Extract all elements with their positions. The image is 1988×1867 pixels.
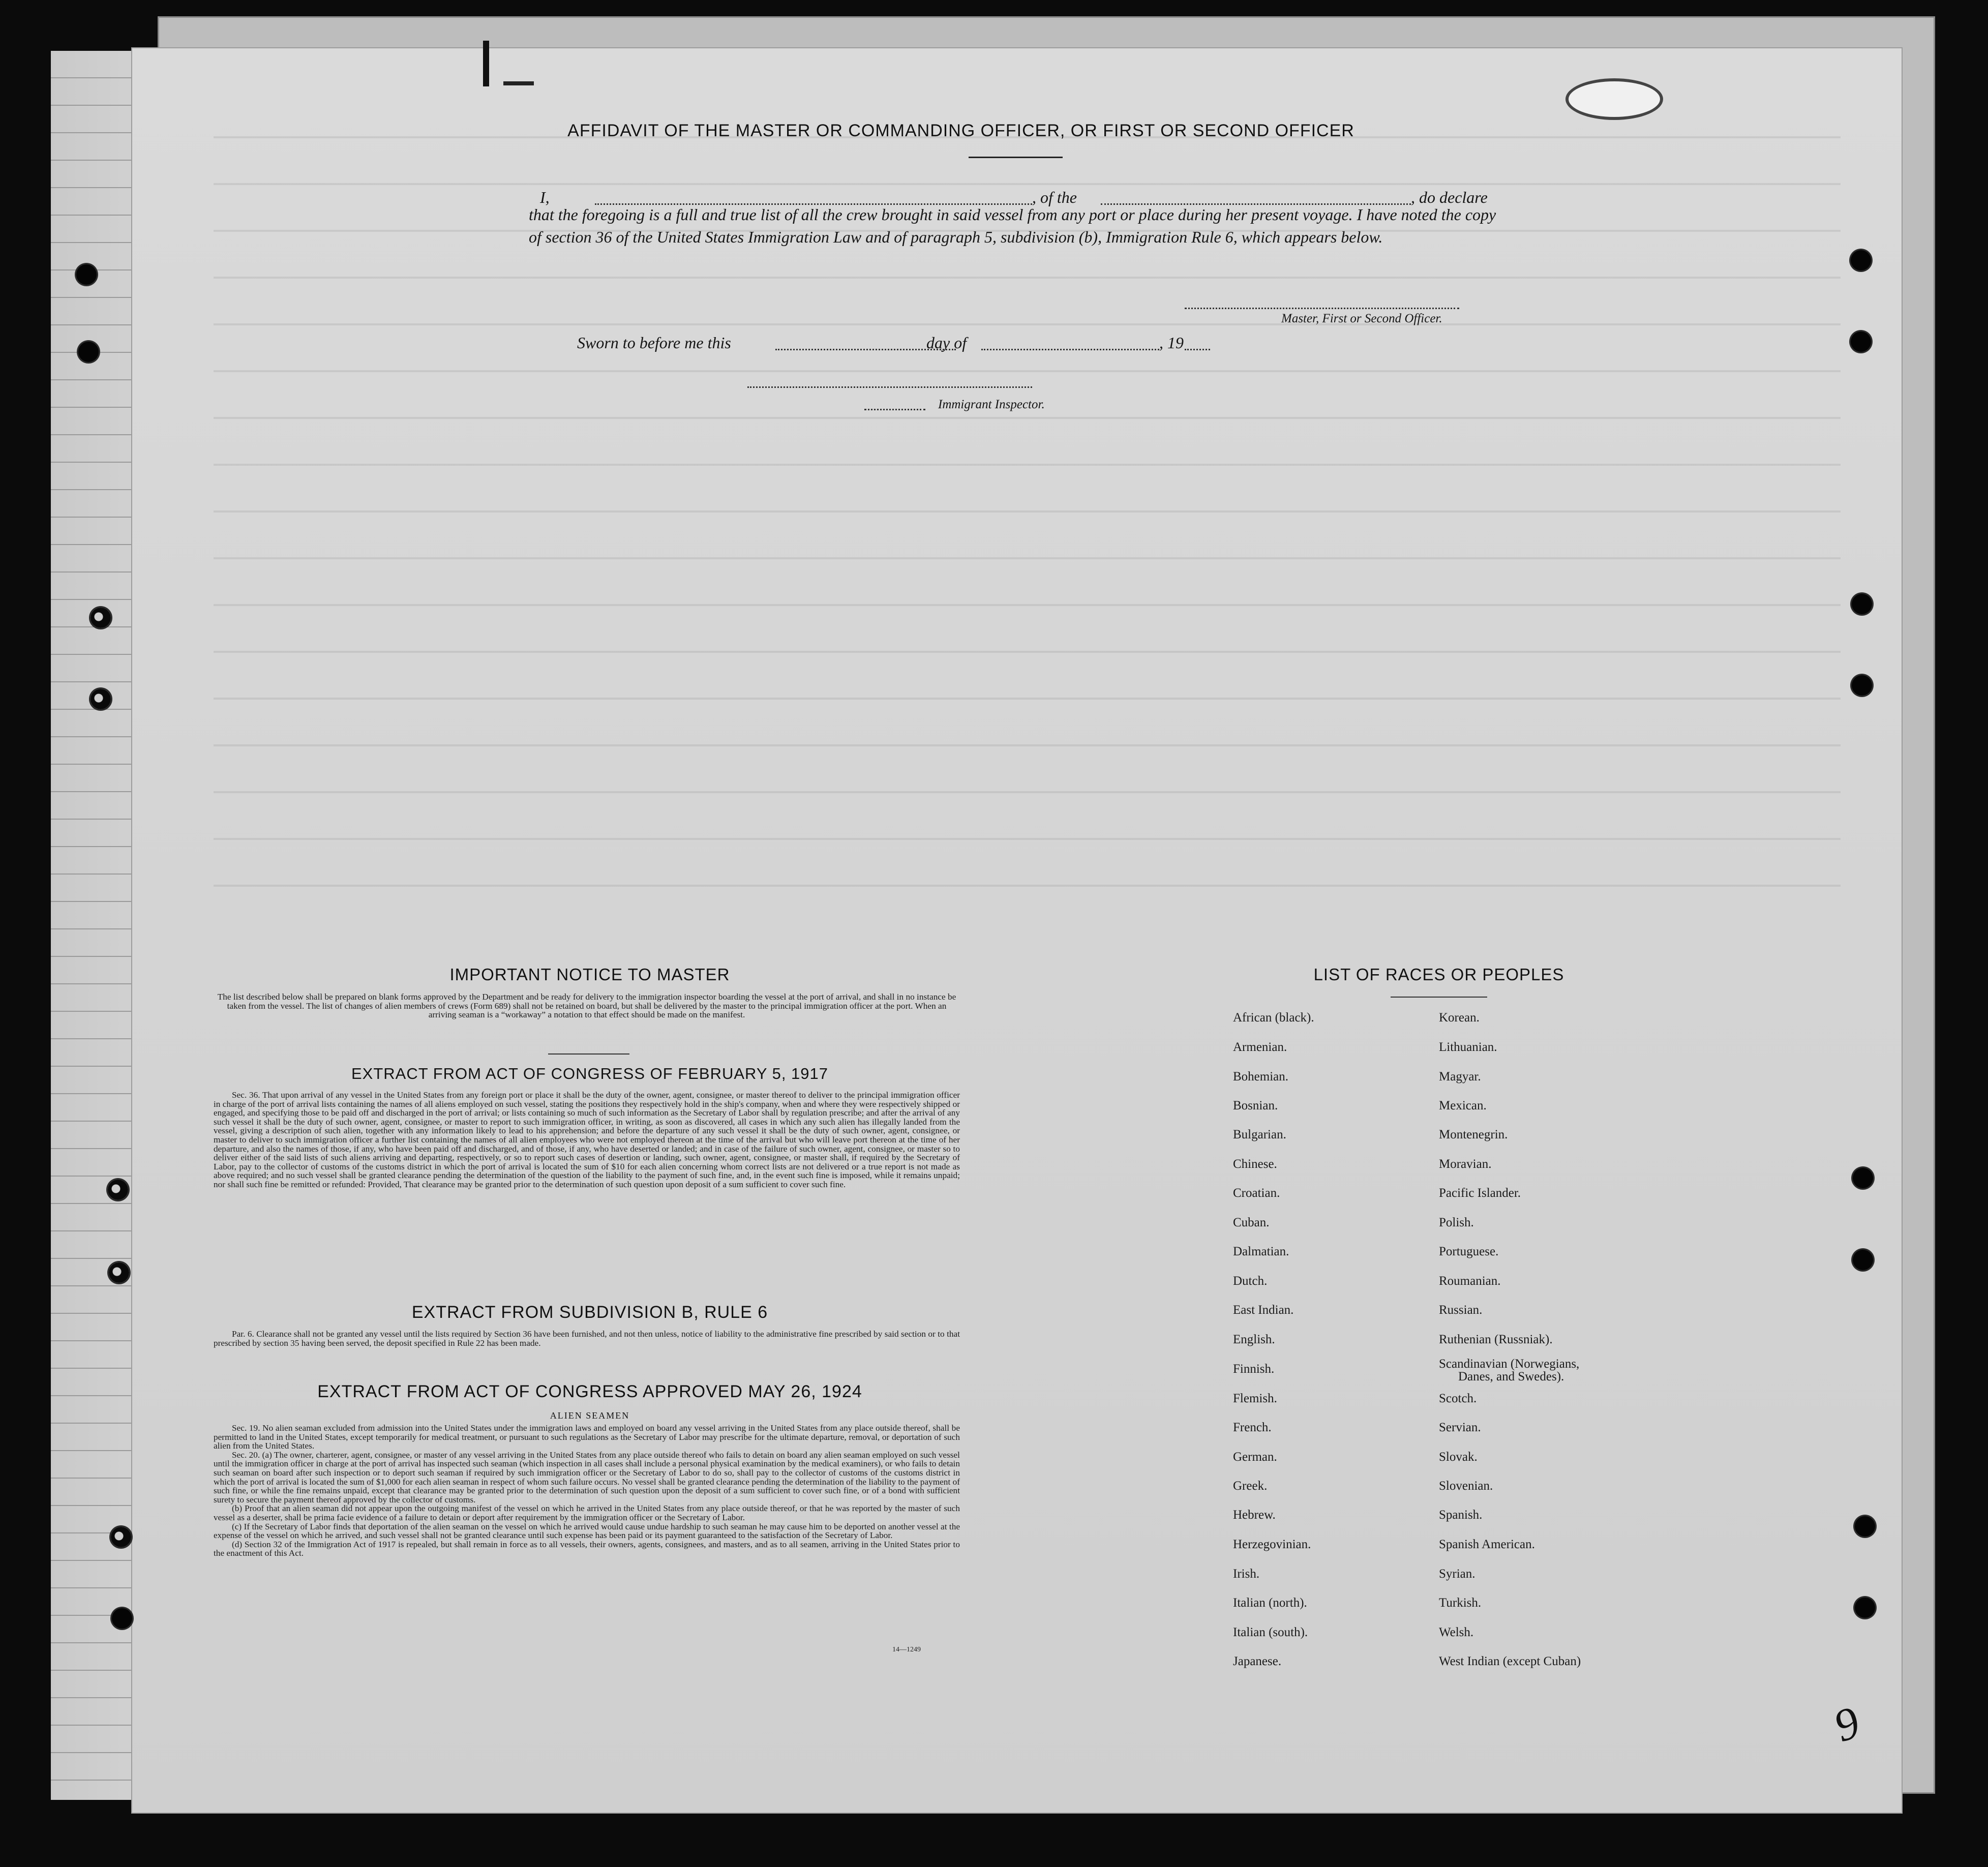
race-item: Armenian. — [1233, 1040, 1287, 1054]
race-item: Roumanian. — [1439, 1274, 1501, 1288]
extract-rule6-paragraph: Par. 6. Clearance shall not be granted any vessel until the lists required by Section 36 have been furnished, and not then unless, notice of liability to the administrative fine prescribed by said section or to that prescribed by section 35 having been served, the deposit specified in Rule 22 has been made. — [214, 1329, 960, 1348]
inspector-blank-short — [864, 409, 925, 410]
race-item: Lithuanian. — [1439, 1040, 1497, 1054]
punch-hole — [1852, 594, 1872, 614]
extract-rule6-title: EXTRACT FROM SUBDIVISION B, RULE 6 — [411, 1303, 768, 1322]
sec-19-paragraph: Sec. 19. No alien seaman excluded from admission into the United States under the immigration laws and employed on board any vessel arriving in the United States from any place outside thereof, shall be permitted to land in the United States, except temporarily for medical treatment, or pursuant to such regulations as the Secretary of Labor may prescribe for the ultimate departure, removal, or deportation of such alien from the United States. — [214, 1423, 960, 1451]
of-the-label: , of the — [1032, 188, 1077, 206]
sec-20a-paragraph: Sec. 20. (a) The owner, charterer, agent, consignee, or master of any vessel arriving in the United States from any place outside thereof who fails to detain on board any alien seaman employed on such vessel until the immigration officer in charge at the port of arrival has inspected such seaman (which inspection in all cases shall include a personal physical examination by the medical examiners), or who fails to detain such seaman on board after such inspection or to deport such seaman if required by such immigration officer or the Secretary of Labor to do so, shall pay to the collector of customs of the customs district in which the port of arrival is located the sum of $1,000 for each alien seaman in respect of whom such failure occurs. No vessel shall be granted clearance pending the determination of the liability to the payment of such fine, or while the fine remains unpaid, except that clearance may be granted prior to the determination of such question upon the deposit of a sum sufficient to cover such fine, or of a bond with sufficient surety to secure the payment thereof approved by the collector of customs. — [214, 1450, 960, 1504]
extract-1924-title: EXTRACT FROM ACT OF CONGRESS APPROVED MAY 26, 1924 — [317, 1382, 862, 1401]
punch-hole — [111, 1527, 131, 1547]
ink-mark — [483, 41, 505, 86]
do-declare-label: , do declare — [1411, 188, 1488, 206]
divider — [548, 1053, 629, 1055]
race-item: Ruthenian (Russniak). — [1439, 1333, 1553, 1346]
race-item: Russian. — [1439, 1303, 1483, 1317]
punch-hole — [112, 1608, 132, 1629]
punch-hole — [1851, 250, 1871, 270]
race-item: Moravian. — [1439, 1157, 1492, 1171]
notice-text — [214, 992, 960, 1019]
sworn-month-blank[interactable] — [981, 349, 1159, 350]
year-label: , 19 — [1159, 334, 1184, 352]
handwritten-page-mark: 9 — [1827, 1697, 1866, 1752]
race-item: Korean. — [1439, 1011, 1480, 1025]
race-item: Irish. — [1233, 1567, 1260, 1581]
race-item: English. — [1233, 1333, 1275, 1346]
race-item: Syrian. — [1439, 1567, 1475, 1581]
inspector-caption: Immigrant Inspector. — [938, 398, 1045, 411]
punch-hole — [1851, 332, 1871, 352]
race-item: Portuguese. — [1439, 1245, 1499, 1258]
races-title: LIST OF RACES OR PEOPLES — [1313, 965, 1564, 984]
punch-hole — [1852, 675, 1872, 696]
form-number: 14—1249 — [892, 1646, 921, 1653]
race-item: African (black). — [1233, 1011, 1314, 1025]
title-underline — [969, 157, 1063, 158]
race-item: Italian (south). — [1233, 1625, 1308, 1639]
race-item: Dutch. — [1233, 1274, 1268, 1288]
race-item: Chinese. — [1233, 1157, 1277, 1171]
race-item: Turkish. — [1439, 1596, 1482, 1610]
punch-hole — [1853, 1250, 1873, 1270]
punch-hole — [108, 1180, 128, 1200]
race-item: Flemish. — [1233, 1392, 1277, 1405]
inspector-signature-blank[interactable] — [747, 386, 1032, 388]
race-item: Scotch. — [1439, 1392, 1477, 1405]
race-item: Greek. — [1233, 1479, 1268, 1493]
race-item: Scandinavian (Norwegians, — [1439, 1357, 1580, 1371]
paper-tear — [1569, 81, 1660, 117]
race-item: Welsh. — [1439, 1625, 1474, 1639]
punch-hole — [76, 264, 97, 285]
sworn-label: Sworn to before me this — [577, 334, 731, 352]
ink-mark — [503, 81, 534, 85]
notice-paragraph: The list described below shall be prepared on blank forms approved by the Department and be ready for delivery to the immigration inspector boarding the vessel at the port of arrival, and shall in no instance be taken from the vessel. The list of changes of alien members of crews (Form 689) shall not be retained on board, but shall be delivered by the master to the principal immigration officer at the port. When an arriving seaman is a “workaway” a notation to that effect should be made on the manifest. — [217, 992, 956, 1020]
race-item: West Indian (except Cuban) — [1439, 1654, 1581, 1668]
race-item: Dalmatian. — [1233, 1245, 1289, 1258]
race-item: Spanish American. — [1439, 1538, 1535, 1551]
extract-1924-text — [214, 1424, 960, 1558]
race-item: Servian. — [1439, 1421, 1481, 1434]
punch-hole — [91, 689, 111, 709]
race-item: Hebrew. — [1233, 1508, 1276, 1522]
notice-title: IMPORTANT NOTICE TO MASTER — [449, 965, 730, 984]
extract-1917-text — [214, 1091, 960, 1189]
race-item: Croatian. — [1233, 1186, 1280, 1200]
declaration-text: that the foregoing is a full and true list of all the crew brought in said vessel from any port or place during her present voyage. I have noted the copy of section 36 of the United States Immigration Law and of paragraph 5, subdivision (b), Immigration Rule 6, which appears below. — [529, 205, 1496, 246]
race-item: Bosnian. — [1233, 1099, 1278, 1112]
race-item: Cuban. — [1233, 1216, 1270, 1229]
punch-hole — [1853, 1168, 1873, 1188]
punch-hole — [1855, 1598, 1875, 1618]
punch-hole — [78, 342, 99, 362]
race-item: Spanish. — [1439, 1508, 1483, 1522]
race-item-continued: Danes, and Swedes). — [1458, 1370, 1564, 1383]
punch-hole — [91, 608, 111, 628]
punch-hole — [109, 1262, 129, 1283]
race-item: Polish. — [1439, 1216, 1474, 1229]
race-item: Italian (north). — [1233, 1596, 1307, 1610]
race-item: German. — [1233, 1450, 1277, 1464]
extract-1917-title: EXTRACT FROM ACT OF CONGRESS OF FEBRUARY 5, 1917 — [351, 1065, 829, 1082]
sec-20b-paragraph: (b) Proof that an alien seaman did not appear upon the outgoing manifest of the vessel on which he arrived in the United States from any place outside thereof, or that he was reported by the master of such vessel as a deserter, shall be prima facie evidence of a failure to detain or deport after requirement by the immigration officer or the Secretary of Labor. — [214, 1503, 960, 1522]
race-item: Herzegovinian. — [1233, 1538, 1311, 1551]
race-item: French. — [1233, 1421, 1272, 1434]
race-item: Montenegrin. — [1439, 1128, 1508, 1141]
race-item: Pacific Islander. — [1439, 1186, 1521, 1200]
race-item: Slovak. — [1439, 1450, 1478, 1464]
affidavit-title: AFFIDAVIT OF THE MASTER OR COMMANDING OFFICER, OR FIRST OR SECOND OFFICER — [567, 121, 1354, 140]
extract-rule6-text — [214, 1330, 960, 1347]
race-item: Bulgarian. — [1233, 1128, 1286, 1141]
race-item: East Indian. — [1233, 1303, 1294, 1317]
extract-1917-paragraph: Sec. 36. That upon arrival of any vessel in the United States from any foreign port or place it shall be the duty of the owner, agent, consignee, or master thereof to deliver to the principal immigration officer in charge of the port of arrival lists containing the names of all aliens employed on such vessel, stating the positions they respectively hold in the ship's company, when and where they were respectively shipped or engaged, and specifying those to be paid off and discharged in the port of arrival; or lists containing so much of such information as the Secretary of Labor shall by regulation prescribe; and after the arrival of any such vessel it shall be the duty of such owner, agent, consignee, or master to report to such immigration officer, in writing, as soon as discovered, all cases in which any such alien has illegally landed from the vessel, giving a description of such alien, together with any information likely to lead to his apprehension; and before the departure of any such vessel it shall be the duty of such owner, agent, consignee, or master to deliver to such immigration officer a further list containing the names of all alien employees who were not employed thereon at the time of the arrival but who will leave port thereon at the time of her departure, and also the names of those, if any, who have been paid off and discharged, and of those, if any, who have deserted or landed; and in case of the failure of such owner, agent, consignee, or master so to deliver either of the said lists of such aliens arriving and departing, respectively, or so to report such cases of desertion or landing, such owner, agent, consignee, or master shall, if required by the Secretary of Labor, pay to the collector of customs of the customs district in which the port of arrival is located the sum of $10 for each alien concerning whom correct lists are not delivered or a true report is not made as above required; and no such vessel shall be granted clearance pending the determination of the question of the liability to the payment of such fine, and, in the event such fine is imposed, while it remains unpaid; nor shall such fine be remitted or refunded: Provided, That clearance may be granted prior to the determination of such question upon deposit of a sum sufficient to cover such fine. — [214, 1090, 960, 1189]
race-item: Slovenian. — [1439, 1479, 1493, 1493]
day-of-label: day of — [926, 334, 967, 352]
alien-seamen-subtitle: ALIEN SEAMEN — [550, 1410, 630, 1421]
year-blank[interactable] — [1185, 349, 1210, 350]
race-item: Magyar. — [1439, 1070, 1481, 1083]
race-item: Mexican. — [1439, 1099, 1487, 1112]
signature-caption: Master, First or Second Officer. — [1281, 312, 1442, 325]
punch-hole — [1855, 1516, 1875, 1537]
race-item: Finnish. — [1233, 1362, 1275, 1376]
sec-20d-paragraph: (d) Section 32 of the Immigration Act of 1917 is repealed, but shall remain in force as to all vessels, their owners, agents, consignees, and masters, and as to all seamen, arriving in the United States prior to the enactment of this Act. — [214, 1539, 960, 1558]
sec-20c-paragraph: (c) If the Secretary of Labor finds that deportation of the alien seaman on the vessel on which he arrived would cause undue hardship to such seaman he may cause him to be deported on another vessel at the expense of the vessel on which he arrived, and such vessel shall not be granted clearance until such expense has been paid or its payment guaranteed to the satisfaction of the Secretary of Labor. — [214, 1521, 960, 1541]
race-item: Japanese. — [1233, 1654, 1282, 1668]
races-title-underline — [1391, 997, 1487, 998]
i-label: I, — [540, 188, 550, 206]
race-item: Bohemian. — [1233, 1070, 1289, 1083]
signature-blank[interactable] — [1185, 308, 1459, 309]
